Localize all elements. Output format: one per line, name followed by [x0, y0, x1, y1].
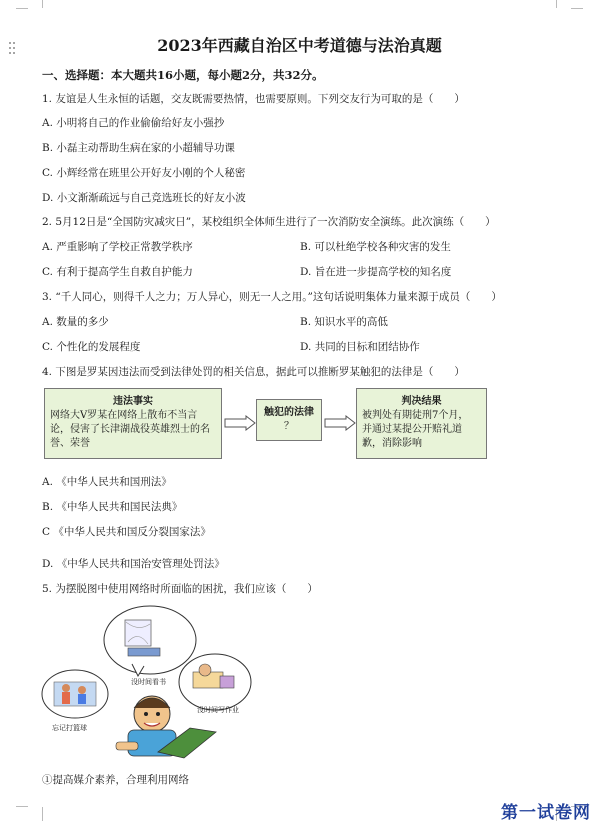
question-4-option-a[interactable]: A. 《中华人民共和国刑法》 — [42, 476, 172, 488]
caption-no-time-reading: 没时间看书 — [131, 678, 166, 686]
question-3-option-d[interactable]: D. 共同的目标和团结协作 — [300, 341, 420, 353]
question-2-option-c[interactable]: C. 有利于提高学生自救自护能力 — [42, 266, 193, 278]
question-2-option-b[interactable]: B. 可以杜绝学校各种灾害的发生 — [300, 241, 451, 253]
flow-box-line: ？ — [284, 421, 294, 432]
question-3-stem: 3. “千人同心，则得千人之力；万人异心，则无一人之用。”这句话说明集体力量来源于成员（ ） — [42, 291, 502, 303]
question-1-option-b[interactable]: B. 小磊主动帮助生病在家的小超辅导功课 — [42, 142, 235, 154]
flow-box-title: 判决结果 — [401, 396, 442, 407]
flow-box-line: 论，侵害了长津湖战役英雄烈士的名 — [50, 424, 210, 435]
question-1-option-c[interactable]: C. 小辉经常在班里公开好友小刚的个人秘密 — [42, 167, 246, 179]
flow-box-violated-law — [256, 399, 322, 441]
corner-mark — [571, 8, 583, 9]
right-arrow-icon — [324, 415, 356, 431]
flow-box-line: 网络大V罗某在网络上散布不当言 — [50, 410, 198, 421]
question-1-option-a[interactable]: A. 小明将自己的作业偷偷给好友小强抄 — [42, 117, 225, 129]
question-4-stem: 4. 下图是罗某因违法而受到法律处罚的相关信息，据此可以推断罗某触犯的法律是（ ） — [42, 366, 465, 378]
question-2-stem: 2. 5月12日是“全国防灾减灾日”，某校组织全体师生进行了一次消防安全演练。此次演练（ ） — [42, 216, 496, 228]
flow-box-illegal-facts — [44, 388, 222, 459]
question-5-option-1[interactable]: ①提高媒介素养，合理利用网络 — [42, 774, 189, 786]
question-3-option-b[interactable]: B. 知识水平的高低 — [300, 316, 388, 328]
flow-box-line: 歉，消除影响 — [362, 438, 422, 449]
question-4-option-b[interactable]: B. 《中华人民共和国民法典》 — [42, 501, 183, 513]
corner-mark — [28, 0, 43, 8]
question-1-option-d[interactable]: D. 小文渐渐疏远与自己竞选班长的好友小波 — [42, 192, 246, 204]
question-1-stem: 1. 友谊是人生永恒的话题，交友既需要热情，也需要原则。下列交友行为可取的是（ ） — [42, 93, 465, 105]
section-heading: 一、选择题：本大题共16小题，每小题2分，共32分。 — [42, 68, 324, 82]
question-4-option-c[interactable]: C 《中华人民共和国反分裂国家法》 — [42, 526, 211, 538]
question-5-stem: 5. 为摆脱图中使用网络时所面临的困扰，我们应该（ ） — [42, 583, 318, 595]
corner-mark — [556, 0, 571, 8]
corner-mark — [28, 807, 43, 821]
flow-box-line: 誉、荣誉 — [50, 438, 90, 449]
question-3-option-a[interactable]: A. 数量的多少 — [42, 316, 109, 328]
flow-box-title: 触犯的法律 — [264, 407, 314, 418]
flow-box-title: 违法事实 — [113, 396, 153, 407]
question-2-option-d[interactable]: D. 旨在进一步提高学校的知名度 — [300, 266, 452, 278]
question-4-option-d[interactable]: D. 《中华人民共和国治安管理处罚法》 — [42, 558, 225, 570]
caption-forgot-basketball: 忘记打篮球 — [52, 724, 87, 732]
watermark-logo: 第一试卷网 — [501, 803, 591, 823]
question-3-option-c[interactable]: C. 个性化的发展程度 — [42, 341, 141, 353]
flow-box-verdict — [356, 388, 487, 459]
corner-mark — [16, 806, 28, 807]
page-title: 2023年西藏自治区中考道德与法治真题 — [157, 36, 442, 55]
flow-box-line: 并通过某提公开赔礼道 — [362, 424, 462, 435]
right-arrow-icon — [224, 415, 256, 431]
flow-box-line: 被判处有期徒刑7个月， — [362, 410, 469, 421]
caption-no-time-homework: 没时间写作业 — [197, 706, 239, 714]
question-2-option-a[interactable]: A. 严重影响了学校正常教学秩序 — [42, 241, 193, 253]
corner-mark — [16, 8, 28, 9]
